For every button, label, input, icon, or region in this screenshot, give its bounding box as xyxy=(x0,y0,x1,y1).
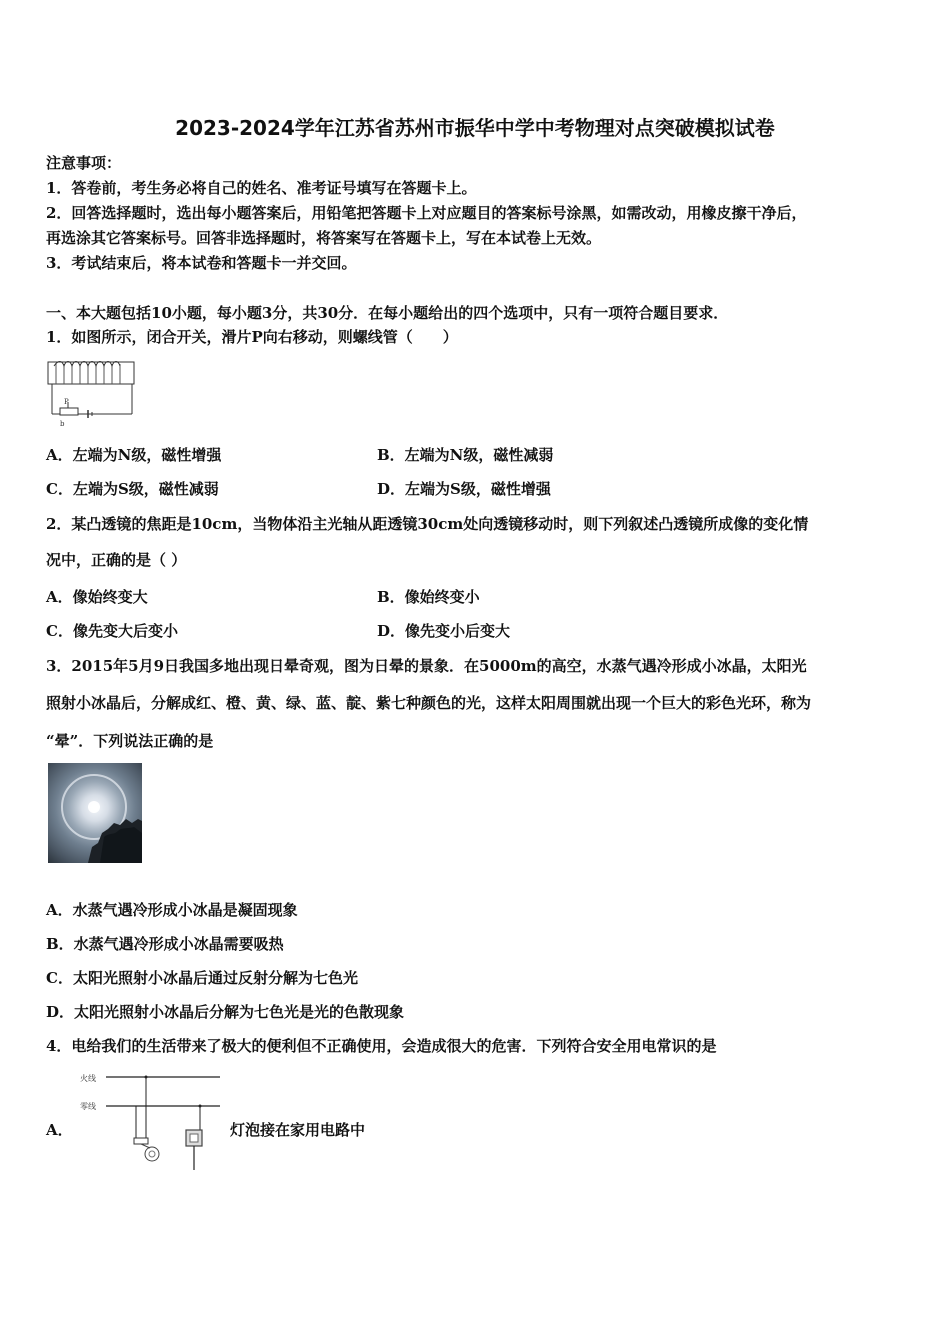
q3-option-c[interactable]: C．太阳光照射小冰晶后通过反射分解为七色光 xyxy=(46,969,358,987)
q2-stem-line1: 2．某凸透镜的焦距是10cm，当物体沿主光轴从距透镜30cm处向透镜移动时，则下列叙述凸透镜所成像的变化情 xyxy=(46,515,809,533)
q3-stem-line2: 照射小冰晶后，分解成红、橙、黄、绿、蓝、靛、紫七种颜色的光，这样太阳周围就出现一个巨大的彩色光环，称为 xyxy=(46,694,812,712)
q2-stem-line2: 况中，正确的是（ ） xyxy=(46,551,187,569)
sun-halo-photo xyxy=(48,763,142,863)
notice-heading: 注意事项： xyxy=(46,154,122,172)
q3-option-b[interactable]: B．水蒸气遇冷形成小冰晶需要吸热 xyxy=(46,935,284,953)
q2-option-a[interactable]: A．像始终变大 xyxy=(46,588,148,606)
q4-option-a-text[interactable]: 灯泡接在家用电路中 xyxy=(230,1121,366,1139)
q1-option-b[interactable]: B．左端为N级，磁性减弱 xyxy=(377,446,554,464)
q1-stem: 1．如图所示，闭合开关，滑片P向右移动，则螺线管（ ） xyxy=(46,328,458,346)
q2-option-c[interactable]: C．像先变大后变小 xyxy=(46,622,178,640)
q4-stem: 4．电给我们的生活带来了极大的便利但不正确使用，会造成很大的危害．下列符合安全用电常识的是 xyxy=(46,1037,717,1055)
notice-item-3: 3．考试结束后，将本试卷和答题卡一并交回。 xyxy=(46,254,357,272)
section-intro: 一、本大题包括10小题，每小题3分，共30分．在每小题给出的四个选项中，只有一项符合题目要求． xyxy=(46,304,729,322)
notice-item-1: 1．答卷前，考生务必将自己的姓名、准考证号填写在答题卡上。 xyxy=(46,179,477,197)
neutral-wire-label: 零线 xyxy=(80,1102,96,1111)
q1-option-c[interactable]: C．左端为S级，磁性减弱 xyxy=(46,480,219,498)
live-wire-label: 火线 xyxy=(80,1074,96,1083)
q1-fig-label-p: P xyxy=(64,398,69,406)
q2-option-b[interactable]: B．像始终变小 xyxy=(377,588,480,606)
q3-option-a[interactable]: A．水蒸气遇冷形成小冰晶是凝固现象 xyxy=(46,901,298,919)
q1-fig-label-b: b xyxy=(60,420,65,428)
q2-option-d[interactable]: D．像先变小后变大 xyxy=(377,622,511,640)
q4-option-a-label[interactable]: A． xyxy=(46,1121,73,1139)
q3-stem-line1: 3．2015年5月9日我国多地出现日晕奇观，图为日晕的景象．在5000m的高空，水蒸气遇冷形成小冰晶，太阳光 xyxy=(46,657,807,675)
q1-option-a[interactable]: A．左端为N级，磁性增强 xyxy=(46,446,222,464)
q4-wiring-figure xyxy=(78,1068,224,1172)
notice-item-2-cont: 再选涂其它答案标号。回答非选择题时，将答案写在答题卡上，写在本试卷上无效。 xyxy=(46,229,602,247)
notice-item-2: 2．回答选择题时，选出每小题答案后，用铅笔把答题卡上对应题目的答案标号涂黑，如需改动，用橡皮擦干净后， xyxy=(46,204,807,222)
page-title: 2023-2024学年江苏省苏州市振华中学中考物理对点突破模拟试卷 xyxy=(175,116,775,140)
q3-stem-line3: “晕”．下列说法正确的是 xyxy=(46,732,214,750)
q1-option-d[interactable]: D．左端为S级，磁性增强 xyxy=(377,480,551,498)
q3-option-d[interactable]: D．太阳光照射小冰晶后分解为七色光是光的色散现象 xyxy=(46,1003,405,1021)
q1-circuit-figure xyxy=(46,356,138,428)
